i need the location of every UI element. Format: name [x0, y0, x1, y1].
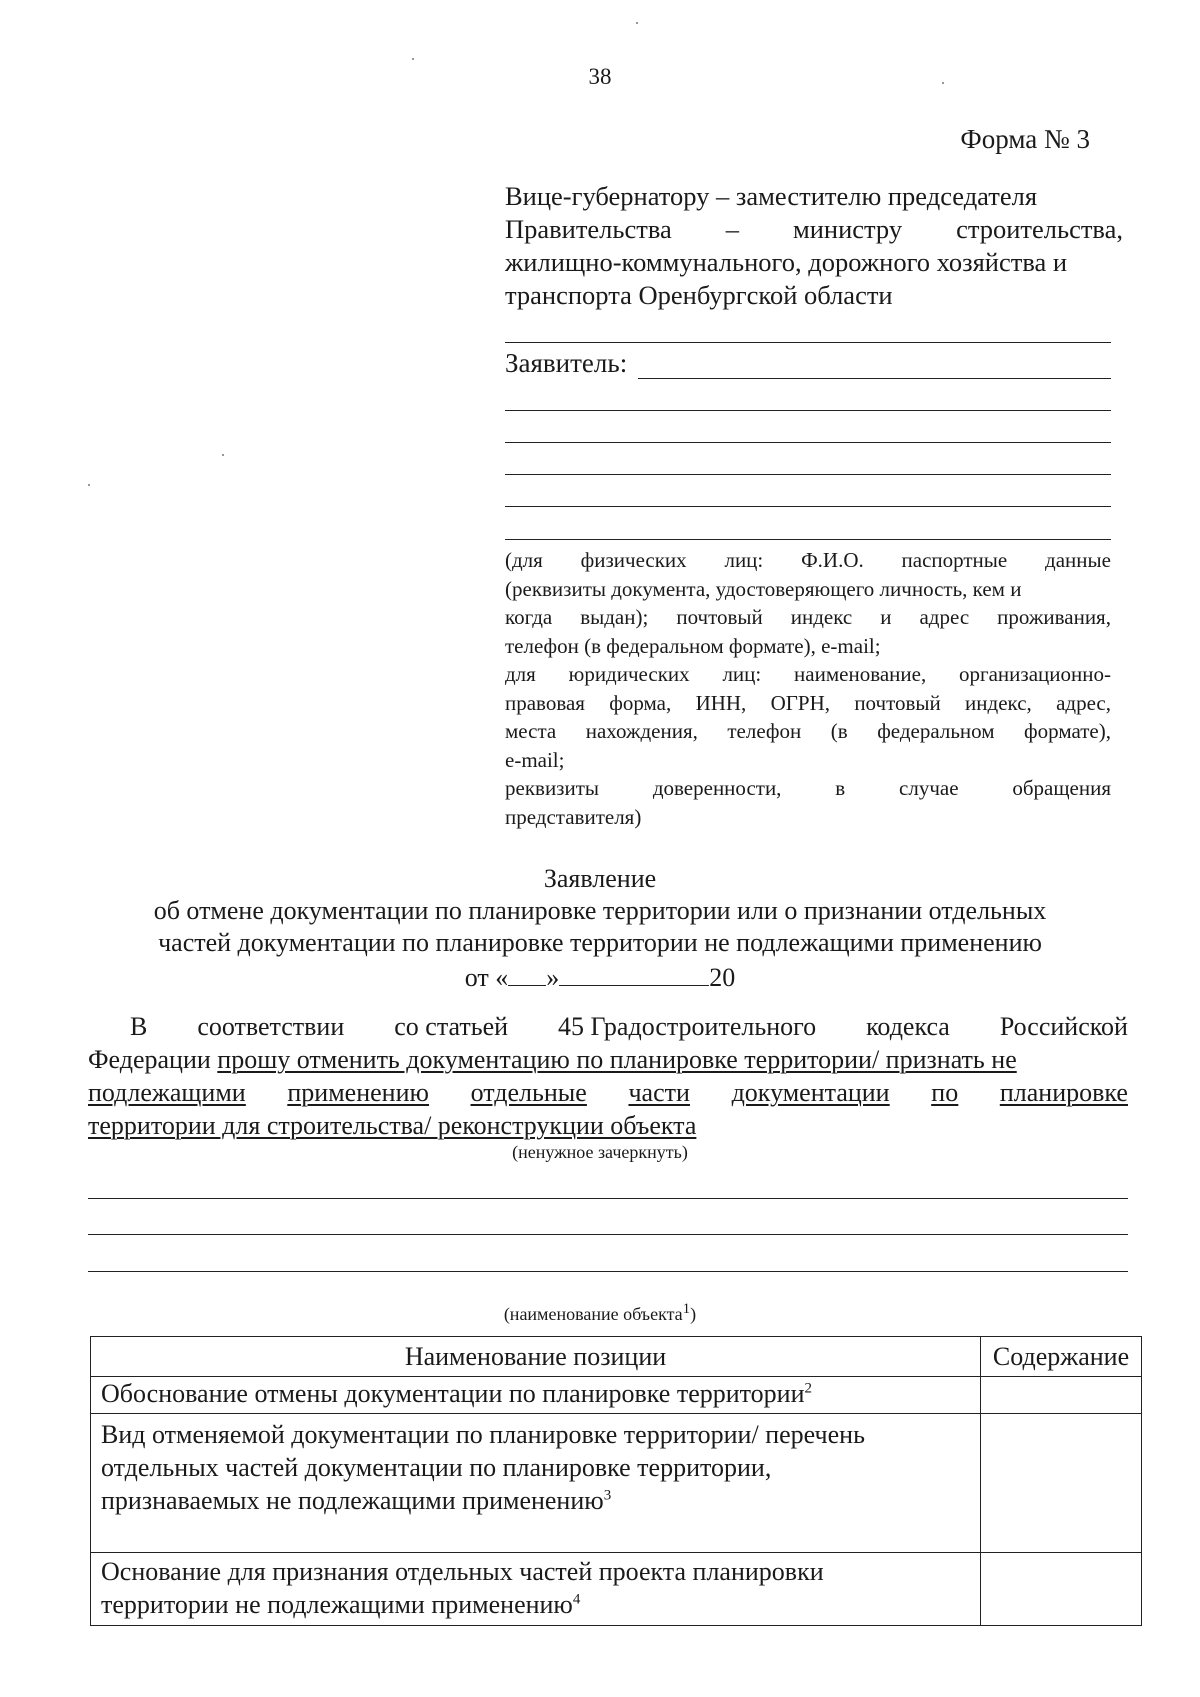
body-word: документации [731, 1078, 890, 1107]
hint-word: лиц: [722, 662, 762, 686]
page-number: 38 [588, 64, 612, 89]
hint-word: когда [505, 605, 553, 629]
positions-table [90, 1336, 1142, 1626]
addressee-word: строительства, [956, 214, 1123, 244]
hint-word: юридических [568, 662, 690, 686]
addressee-underline[interactable] [505, 342, 1111, 343]
body-line [88, 1109, 1128, 1142]
cell-word: проекта [598, 1557, 687, 1586]
cell-word: по [455, 1420, 483, 1449]
cell-word: по [469, 1453, 497, 1482]
hint-word: нахождения, [585, 719, 698, 743]
body-word: кодекса [866, 1012, 950, 1041]
cell-word: территории/ [623, 1420, 759, 1449]
hint-line: телефон (в федеральном формате), e-mail; [505, 633, 881, 658]
applicant-input-line[interactable] [505, 474, 1111, 475]
addressee-word: – [725, 214, 739, 244]
hint-word: физических [580, 548, 687, 572]
table-cell-name [91, 1414, 981, 1553]
hint-word: формате), [1024, 719, 1111, 743]
footnote-ref: 3 [603, 1487, 612, 1504]
table-cell-content[interactable] [981, 1377, 1142, 1414]
body-word: по [931, 1078, 959, 1107]
cell-word: Вид [101, 1420, 146, 1449]
body-word: планировке [999, 1078, 1128, 1107]
hint-word: проживания, [997, 605, 1111, 629]
footnote-ref: 2 [804, 1380, 812, 1397]
cell-word: документации [304, 1453, 463, 1482]
table-cell-name [91, 1553, 981, 1626]
footnote-ref: 4 [572, 1591, 581, 1608]
hint-line: представителя) [505, 804, 642, 829]
applicant-hint [505, 546, 1111, 831]
statement-subtitle: частей документации по планировке территории не подлежащими применению [158, 928, 1042, 957]
addressee-block [505, 180, 1123, 312]
cell-line [101, 1555, 970, 1588]
body-word: отдельные [470, 1078, 587, 1107]
hint-line [505, 717, 1111, 746]
date-year: 20 [709, 963, 736, 992]
table-cell-content[interactable] [981, 1553, 1142, 1626]
hint-word: федеральном [877, 719, 995, 743]
scan-speck [222, 454, 224, 456]
body-text-plain: Федерации [88, 1045, 211, 1074]
addressee-line-3: жилищно-коммунального, дорожного хозяйства и [505, 247, 1068, 277]
hint-word: (для [505, 548, 543, 572]
hint-word: наименование, [794, 662, 927, 686]
cell-word: признания [272, 1557, 389, 1586]
hint-word: паспортные [901, 548, 1008, 572]
body-line [88, 1010, 1128, 1043]
body-word: Российской [999, 1012, 1128, 1041]
table-header-row [91, 1337, 1142, 1377]
object-name-line[interactable] [88, 1271, 1128, 1272]
hint-line [505, 774, 1111, 803]
body-word: со статьей [394, 1012, 509, 1041]
body-word: соответствии [197, 1012, 345, 1041]
hint-word: ИНН, [695, 690, 747, 715]
hint-word: форма, [609, 690, 672, 715]
body-line [88, 1043, 1128, 1076]
cell-word: документации [291, 1420, 450, 1449]
table-cell-name [91, 1377, 981, 1414]
body-line [88, 1076, 1128, 1109]
addressee-line-4: транспорта Оренбургской области [505, 280, 893, 310]
cell-line [101, 1588, 970, 1621]
hint-word: (в [830, 719, 848, 743]
hint-word: Ф.И.О. [801, 548, 864, 572]
applicant-label: Заявитель: [505, 348, 628, 378]
hint-word: обращения [1012, 776, 1111, 800]
hint-word: выдан); [580, 605, 649, 629]
applicant-input-line[interactable] [638, 378, 1111, 379]
table-cell-content[interactable] [981, 1414, 1142, 1553]
scan-speck [88, 484, 90, 486]
hint-line [505, 660, 1111, 689]
strike-hint: (ненужное зачеркнуть) [512, 1142, 688, 1162]
body-word: В [130, 1012, 148, 1041]
scan-speck [412, 58, 414, 60]
cell-word: для [227, 1557, 266, 1586]
hint-word: реквизиты [505, 776, 599, 800]
cell-word: отдельных [101, 1453, 219, 1482]
body-word: части [628, 1078, 690, 1107]
date-prefix: от « [464, 963, 509, 992]
cell-word: отдельных [395, 1557, 513, 1586]
object-name-hint-text: (наименование объекта [503, 1304, 683, 1324]
cell-word: планировке [489, 1420, 618, 1449]
cell-text: Обоснование отмены документации по планировке территории [101, 1379, 805, 1408]
cell-word: планировке [502, 1453, 631, 1482]
hint-word: и [880, 605, 892, 629]
hint-word: правовая [505, 690, 585, 715]
addressee-word: министру [792, 214, 903, 244]
hint-word: индекс, [965, 690, 1032, 715]
hint-word: лиц: [724, 548, 764, 572]
statement-subtitle: об отмене документации по планировке территории или о признании отдельных [153, 896, 1047, 925]
cell-word: территории, [637, 1453, 772, 1482]
cell-word: отменяемой [151, 1420, 285, 1449]
applicant-input-line[interactable] [505, 410, 1111, 411]
cell-word: Основание [101, 1557, 222, 1586]
hint-word: адрес, [1056, 690, 1111, 715]
table-header-name: Наименование позиции [91, 1337, 981, 1377]
addressee-line-2 [505, 213, 1123, 246]
statement-title: Заявление [543, 864, 657, 893]
cell-line [101, 1418, 970, 1451]
addressee-word: Правительства [505, 214, 672, 244]
applicant-input-line[interactable] [505, 506, 1111, 507]
cell-text: территории не подлежащими применению [101, 1590, 573, 1619]
hint-word: для [505, 662, 536, 686]
hint-word: почтовый [854, 690, 941, 715]
hint-word: ОГРН, [770, 690, 831, 715]
hint-word: адрес [919, 605, 970, 629]
hint-line [505, 546, 1111, 575]
hint-word: доверенности, [652, 776, 782, 800]
table-row [91, 1414, 1142, 1553]
cell-word: перечень [765, 1420, 865, 1449]
hint-word: места [505, 719, 557, 743]
body-text-underlined: прошу отменить документацию по планировке территории/ признать не [217, 1045, 1017, 1074]
hint-word: индекс [790, 605, 853, 629]
scan-speck [942, 82, 944, 84]
hint-word: данные [1045, 548, 1111, 572]
cell-line [101, 1484, 970, 1517]
table-header-content: Содержание [981, 1337, 1142, 1377]
hint-line [505, 689, 1111, 718]
hint-word: случае [899, 776, 959, 800]
hint-word: организационно- [959, 662, 1111, 686]
hint-word: в [835, 776, 846, 800]
scan-speck [636, 22, 638, 24]
object-name-hint-close: ) [690, 1304, 697, 1324]
object-name-line[interactable] [88, 1234, 1128, 1235]
hint-line: (реквизиты документа, удостоверяющего личность, кем и [505, 576, 1022, 601]
table-row [91, 1553, 1142, 1626]
table-row [91, 1377, 1142, 1414]
form-number: Форма № 3 [960, 124, 1090, 154]
date-day-field[interactable] [508, 961, 546, 986]
object-name-line[interactable] [88, 1198, 1128, 1199]
cell-line [101, 1451, 970, 1484]
hint-word: телефон [727, 719, 802, 743]
hint-line: e-mail; [505, 747, 565, 772]
footnote-ref: 1 [682, 1301, 691, 1317]
cell-word: частей [519, 1557, 593, 1586]
hint-word: почтовый [676, 605, 763, 629]
statement-body [88, 1010, 1128, 1142]
cell-line [101, 1377, 970, 1410]
object-name-hint [0, 1301, 1200, 1325]
cell-text: признаваемых не подлежащими применению [101, 1486, 604, 1515]
body-word: 45 Градостроительного [558, 1012, 817, 1041]
body-word: подлежащими [88, 1078, 246, 1107]
applicant-input-line[interactable] [505, 539, 1111, 540]
addressee-line-1: Вице-губернатору – заместителю председателя [505, 181, 1038, 211]
body-word: применению [287, 1078, 429, 1107]
statement-date [0, 961, 1200, 993]
cell-word: планировки [692, 1557, 824, 1586]
applicant-input-line[interactable] [505, 442, 1111, 443]
body-text-underlined: территории для строительства/ реконструкции объекта [88, 1111, 697, 1140]
hint-line [505, 603, 1111, 632]
date-month-field[interactable] [559, 961, 709, 986]
cell-word: частей [225, 1453, 299, 1482]
date-mid: » [546, 963, 560, 992]
